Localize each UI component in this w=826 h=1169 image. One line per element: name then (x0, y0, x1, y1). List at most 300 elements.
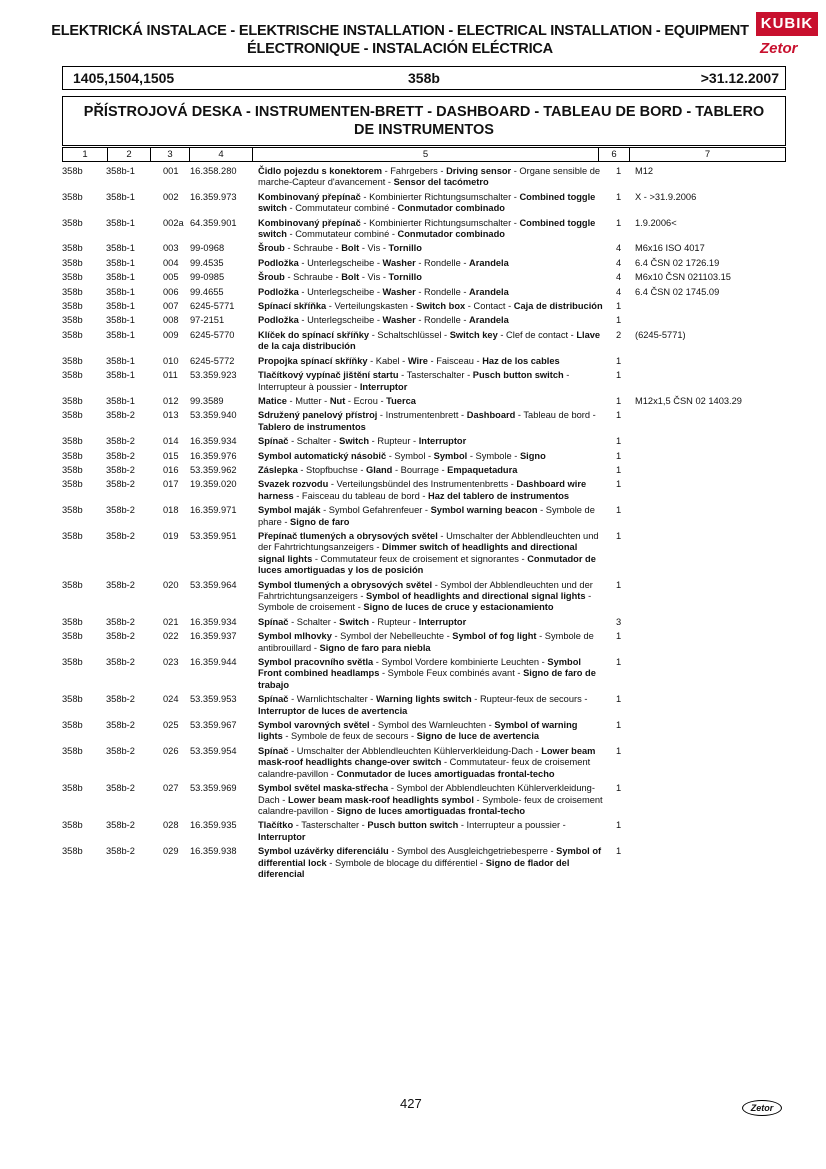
description-en: Symbol of differential lock (258, 846, 602, 868)
description-en: Dashboard wire harness (258, 479, 587, 501)
description-rest: - Schalter - (288, 436, 340, 447)
description-rest2: - Commutateur- feux de croisement calandre-pavillon - (258, 757, 591, 779)
cell-subgroup: 358b-2 (106, 846, 135, 857)
description-en: Combined toggle switch (258, 191, 596, 214)
cell-subgroup: 358b-1 (106, 257, 135, 268)
description-es: Arandela (469, 257, 509, 268)
cell-group: 358b (62, 286, 83, 297)
description-cz: Kombinovaný přepínač (258, 217, 361, 228)
cell-description (258, 330, 604, 353)
description-rest: - Schaltschlüssel - (369, 329, 450, 340)
cell-description (258, 720, 604, 743)
cell-quantity: 1 (616, 846, 622, 857)
cell-subgroup: 358b-1 (106, 217, 135, 228)
cell-subgroup: 358b-1 (106, 370, 135, 381)
description-en: Lower beam mask-roof headlights change-over switch (258, 745, 596, 768)
description-cz: Kombinovaný přepínač (258, 191, 361, 202)
table-row (62, 531, 784, 577)
cell-group: 358b (62, 783, 83, 794)
table-row (62, 258, 784, 269)
description-cz: Podložka (258, 286, 299, 297)
cell-subgroup: 358b-1 (106, 301, 135, 312)
description-es: Tornillo (388, 272, 422, 283)
cell-description (258, 505, 604, 528)
description-cz: Čidlo pojezdu s konektorem (258, 166, 382, 176)
cell-position: 029 (163, 846, 179, 857)
cell-description (258, 657, 604, 691)
description-en: Bolt (341, 243, 360, 254)
description-cz: Klíček do spínací skříňky (258, 329, 370, 340)
cell-quantity: 1 (616, 657, 622, 668)
description-en: Symbol of warning lights (258, 720, 578, 742)
cell-quantity: 3 (616, 616, 622, 627)
cell-note: 6.4 ČSN 02 1726.19 (635, 257, 720, 268)
cell-note: 6.4 ČSN 02 1745.09 (635, 286, 720, 297)
description-rest2: - Interrupteur à poussier - (258, 370, 570, 392)
cell-subgroup: 358b-2 (106, 579, 135, 590)
description-en: Dimmer switch of headlights and directional signal lights (258, 542, 578, 564)
description-rest2: - Faisceau - (427, 355, 483, 366)
description-rest: - Verteilungskasten - (326, 301, 417, 312)
description-es: Arandela (469, 315, 509, 326)
cell-description (258, 617, 604, 628)
cell-quantity: 1 (616, 436, 622, 447)
info-row (62, 66, 786, 90)
description-rest2: - Symbole Feux combinés avant - (379, 668, 524, 679)
description-rest2: - Bourrage - (392, 464, 448, 475)
cell-quantity: 1 (616, 783, 622, 794)
table-row (62, 192, 784, 215)
cell-part-number: 19.359.020 (190, 479, 237, 490)
description-en: Nut (329, 395, 346, 406)
cell-position: 012 (163, 395, 179, 406)
cell-group: 358b (62, 436, 83, 447)
cell-part-number: 53.359.951 (190, 530, 237, 541)
title-line-2: ÉLECTRONIQUE - INSTALACIÓN ELÉCTRICA (247, 41, 553, 57)
cell-description (258, 356, 604, 367)
description-en: Washer (382, 286, 416, 297)
cell-subgroup: 358b-1 (106, 191, 135, 202)
cell-position: 007 (163, 301, 179, 312)
table-row (62, 505, 784, 528)
cell-subgroup: 358b-2 (106, 450, 135, 461)
description-cz: Tlačítkový vypínač jištění startu (258, 370, 399, 381)
description-rest2: - Vis - (359, 272, 389, 283)
cell-quantity: 1 (616, 720, 622, 731)
cell-group: 358b (62, 315, 83, 326)
document-title (40, 22, 760, 58)
description-en: Washer (382, 315, 416, 326)
description-rest: - Instrumentenbrett - (377, 410, 467, 421)
table-row (62, 301, 784, 312)
description-cz: Symbol světel maska-střecha (258, 783, 389, 794)
cell-position: 024 (163, 694, 179, 705)
cell-position: 002a (163, 217, 184, 228)
description-en: Switch (339, 616, 370, 627)
cell-note: X - >31.9.2006 (635, 191, 697, 202)
description-es: Tablero de instrumentos (258, 421, 366, 432)
description-rest: - Symbol der Abblendleuchten Kühlerverkleidung-Dach - (258, 783, 595, 805)
cell-part-number: 99-0968 (190, 243, 225, 254)
cell-position: 022 (163, 631, 179, 642)
cell-description (258, 315, 604, 326)
cell-quantity: 4 (616, 286, 622, 297)
cell-note: 1.9.2006< (635, 217, 677, 228)
description-rest2: - Rondelle - (415, 315, 470, 326)
cell-quantity: 1 (616, 694, 622, 705)
description-rest2: - Symbole de feux de secours - (282, 731, 417, 742)
cell-note: M12 (635, 166, 654, 176)
description-rest2: - Rupteur - (369, 616, 419, 627)
description-es: Interruptor de luces de avertencia (258, 705, 408, 716)
section-header (62, 96, 786, 146)
cell-part-number: 53.359.964 (190, 579, 237, 590)
cell-description (258, 258, 604, 269)
description-en: Switch key (449, 329, 498, 340)
table-row (62, 657, 784, 691)
cell-part-number: 53.359.969 (190, 783, 237, 794)
description-rest2: - Symbole - (467, 450, 520, 461)
table-row (62, 846, 784, 880)
cell-position: 015 (163, 450, 179, 461)
description-rest: - Symbol - (386, 450, 434, 461)
table-row (62, 617, 784, 628)
cell-note: M12x1,5 ČSN 02 1403.29 (635, 395, 742, 406)
description-rest2: - Symbole de blocage du différentiel - (326, 857, 486, 868)
cell-group: 358b (62, 395, 83, 406)
description-es: Signo de flador del diferencial (258, 857, 570, 879)
description-rest: - Warnlichtschalter - (288, 694, 376, 705)
description-rest: - Unterlegscheibe - (298, 315, 383, 326)
cell-group: 358b (62, 243, 83, 254)
group-label: 358b (408, 70, 440, 86)
description-es: Conmutador combinado (397, 203, 505, 214)
description-cz: Symbol varovných světel (258, 720, 370, 731)
cell-part-number: 99.4655 (190, 286, 224, 297)
description-rest: - Unterlegscheibe - (298, 286, 383, 297)
description-cz: Symbol uzávěrky diferenciálu (258, 846, 389, 857)
cell-position: 008 (163, 315, 179, 326)
zetor-logo: Zetor (760, 40, 798, 57)
cell-position: 019 (163, 530, 179, 541)
cell-part-number: 6245-5771 (190, 301, 235, 312)
cell-group: 358b (62, 616, 83, 627)
description-cz: Symbol maják (258, 505, 321, 516)
description-en: Wire (407, 355, 428, 366)
column-header: 5 (253, 148, 599, 161)
cell-quantity: 1 (616, 191, 622, 202)
column-header: 4 (190, 148, 253, 161)
description-rest: - Symbol Vordere kombinierte Leuchten - (373, 657, 548, 668)
description-es: Signo de luce de avertencia (416, 731, 540, 742)
description-cz: Sdružený panelový přístroj (258, 410, 378, 421)
description-cz: Šroub (258, 272, 285, 283)
cell-group: 358b (62, 257, 83, 268)
cell-description (258, 243, 604, 254)
description-cz: Matice (258, 395, 287, 406)
description-es: Empaquetadura (447, 464, 518, 475)
cell-subgroup: 358b-2 (106, 436, 135, 447)
cell-subgroup: 358b-1 (106, 315, 135, 326)
cell-quantity: 1 (616, 395, 622, 406)
cell-position: 003 (163, 243, 179, 254)
cell-group: 358b (62, 530, 83, 541)
description-cz: Svazek rozvodu (258, 479, 329, 490)
cell-part-number: 53.359.962 (190, 464, 237, 475)
description-rest2: - Ecrou - (345, 395, 387, 406)
cell-part-number: 53.359.953 (190, 694, 237, 705)
table-row (62, 243, 784, 254)
cell-group: 358b (62, 579, 83, 590)
cell-description (258, 783, 604, 817)
cell-subgroup: 358b-1 (106, 329, 135, 340)
cell-group: 358b (62, 217, 83, 228)
cell-description (258, 272, 604, 283)
cell-group: 358b (62, 329, 83, 340)
description-cz: Propojka spínací skříňky (258, 355, 368, 366)
cell-group: 358b (62, 370, 83, 381)
description-rest2: - Rupteur - (369, 436, 419, 447)
description-rest2: - Contact - (465, 301, 514, 312)
cell-quantity: 1 (616, 579, 622, 590)
cell-group: 358b (62, 505, 83, 516)
description-cz: Tlačítko (258, 820, 294, 831)
cell-note: (6245-5771) (635, 329, 686, 340)
description-en: Warning lights switch (375, 694, 472, 705)
description-rest2: - Symbole de phare - (258, 505, 595, 527)
cell-quantity: 4 (616, 272, 622, 283)
table-row (62, 479, 784, 502)
cell-description (258, 370, 604, 393)
description-en: Switch (339, 436, 370, 447)
description-rest: - Verteilungsbündel des Instrumentenbretts - (328, 479, 517, 490)
cell-position: 025 (163, 720, 179, 731)
description-rest: - Symbol des Warnleuchten - (369, 720, 495, 731)
description-rest2: - Tableau de bord - (515, 410, 596, 421)
cell-note: M6x10 ČSN 021103.15 (635, 272, 731, 283)
description-rest2: - Symbole de antibrouillard - (258, 631, 594, 653)
description-es: Conmutador de luces amortiguadas frontal-techo (336, 768, 555, 779)
cell-position: 016 (163, 464, 179, 475)
cell-quantity: 1 (616, 355, 622, 366)
cell-position: 027 (163, 783, 179, 794)
zetor-footer-logo: Zetor (742, 1100, 782, 1116)
table-row (62, 783, 784, 817)
cell-description (258, 820, 604, 843)
cell-position: 004 (163, 257, 179, 268)
description-en: Symbol of fog light (452, 631, 537, 642)
description-en: Pusch button switch (472, 370, 564, 381)
column-header: 2 (108, 148, 151, 161)
table-row (62, 218, 784, 241)
cell-subgroup: 358b-1 (106, 272, 135, 283)
cell-group: 358b (62, 355, 83, 366)
cell-quantity: 1 (616, 530, 622, 541)
cell-group: 358b (62, 745, 83, 756)
column-header: 7 (704, 149, 711, 160)
cell-group: 358b (62, 191, 83, 202)
description-cz: Spínač (258, 694, 289, 705)
cell-part-number: 16.359.938 (190, 846, 237, 857)
cell-subgroup: 358b-2 (106, 479, 135, 490)
description-es: Interruptor (418, 436, 467, 447)
description-es: Interruptor (258, 831, 306, 842)
cell-position: 005 (163, 272, 179, 283)
description-es: Signo de luces amortiguadas frontal-techo (336, 805, 526, 816)
description-en: Gland (366, 464, 393, 475)
cell-position: 020 (163, 579, 179, 590)
cell-description (258, 410, 604, 433)
cell-quantity: 1 (616, 166, 622, 176)
description-rest: - Kabel - (367, 355, 408, 366)
description-rest: - Unterlegscheibe - (298, 257, 383, 268)
cell-part-number: 53.359.954 (190, 745, 237, 756)
description-rest: - Fahrgebers - (381, 166, 447, 176)
description-cz: Spínač (258, 745, 289, 756)
description-rest: - Symbol Gefahrenfeuer - (320, 505, 431, 516)
description-en: Pusch button switch (367, 820, 459, 831)
cell-description (258, 531, 604, 577)
description-rest: - Tasterschalter - (398, 370, 473, 381)
cell-part-number: 16.359.934 (190, 616, 237, 627)
cell-position: 009 (163, 329, 179, 340)
table-row (62, 315, 784, 326)
cell-position: 028 (163, 820, 179, 831)
cell-part-number: 16.359.934 (190, 436, 237, 447)
description-cz: Podložka (258, 257, 299, 268)
description-cz: Přepínač tlumených a obrysových světel (258, 530, 438, 541)
table-row (62, 370, 784, 393)
cell-position: 023 (163, 657, 179, 668)
cell-subgroup: 358b-2 (106, 631, 135, 642)
cell-subgroup: 358b-1 (106, 395, 135, 406)
cell-part-number: 6245-5772 (190, 355, 235, 366)
description-es: Llave de la caja distribución (258, 329, 601, 352)
page-number: 427 (400, 1096, 422, 1111)
cell-position: 021 (163, 616, 179, 627)
cell-description (258, 436, 604, 447)
cell-quantity: 2 (616, 329, 622, 340)
description-en: Switch box (416, 301, 466, 312)
description-cz: Spínač (258, 616, 289, 627)
cell-part-number: 64.359.901 (190, 217, 237, 228)
description-en: Combined toggle switch (258, 217, 596, 240)
description-en: Dashboard (466, 410, 516, 421)
description-rest: - Umschalter der Abblendleuchten und der Fahrtrichtungsanzeigers - (258, 530, 599, 553)
kubik-logo: KUBIK (756, 12, 818, 36)
cell-position: 006 (163, 286, 179, 297)
table-row (62, 720, 784, 743)
cell-part-number: 53.359.923 (190, 370, 237, 381)
cell-quantity: 1 (616, 745, 622, 756)
description-rest: - Stopfbuchse - (297, 464, 367, 475)
cell-description (258, 396, 604, 407)
description-es: Sensor del tacómetro (393, 177, 489, 188)
cell-part-number: 97-2151 (190, 315, 225, 326)
description-cz: Symbol tlumených a obrysových světel (258, 579, 433, 590)
description-rest2: - Symbole- feux de croisement calandre-pavillon - (258, 794, 603, 816)
description-es: Tuerca (386, 395, 416, 406)
cell-part-number: 53.359.940 (190, 410, 237, 421)
description-rest: - Symbol des Ausgleichgetriebesperre - (388, 846, 557, 857)
cell-description (258, 192, 604, 215)
cell-part-number: 16.358.280 (190, 166, 237, 176)
description-es: Interruptor (359, 381, 408, 392)
description-rest: - Mutter - (286, 395, 330, 406)
cell-position: 018 (163, 505, 179, 516)
column-header: 6 (599, 148, 630, 161)
cell-subgroup: 358b-2 (106, 694, 135, 705)
cell-subgroup: 358b-2 (106, 464, 135, 475)
cell-position: 014 (163, 436, 179, 447)
description-rest: - Schraube - (284, 243, 342, 254)
cell-description (258, 301, 604, 312)
cell-part-number: 99.4535 (190, 257, 224, 268)
cell-quantity: 1 (616, 505, 622, 516)
description-en: Symbol warning beacon (430, 505, 538, 516)
column-header: 1 (63, 148, 108, 161)
cell-position: 013 (163, 410, 179, 421)
cell-group: 358b (62, 464, 83, 475)
description-es: Conmutador de luces amortiguadas y los de posición (258, 553, 596, 576)
cell-part-number: 99.3589 (190, 395, 224, 406)
description-rest: - Symbol der Nebelleuchte - (331, 631, 453, 642)
cell-position: 002 (163, 191, 179, 202)
cell-group: 358b (62, 272, 83, 283)
cell-quantity: 1 (616, 631, 622, 642)
description-cz: Spínač (258, 436, 289, 447)
cell-part-number: 16.359.935 (190, 820, 237, 831)
description-cz: Spínací skříňka (258, 301, 327, 312)
cell-subgroup: 358b-1 (106, 243, 135, 254)
description-es: Caja de distribución (513, 301, 603, 312)
cell-subgroup: 358b-2 (106, 616, 135, 627)
cell-position: 010 (163, 355, 179, 366)
cell-description (258, 479, 604, 502)
description-es: Signo de luces de cruce y estacionamiento (363, 602, 554, 613)
description-es: Haz del tablero de instrumentos (428, 490, 570, 501)
cell-group: 358b (62, 820, 83, 831)
description-cz: Symbol pracovního světla (258, 657, 374, 668)
table-row (62, 410, 784, 433)
cell-quantity: 1 (616, 820, 622, 831)
description-cz: Podložka (258, 315, 299, 326)
description-rest2: - Faisceau du tableau de bord - (293, 490, 429, 501)
column-header: 3 (151, 148, 190, 161)
table-row (62, 451, 784, 462)
table-row (62, 465, 784, 476)
column-header-row (62, 147, 786, 162)
cell-subgroup: 358b-1 (106, 355, 135, 366)
cell-quantity: 1 (616, 315, 622, 326)
description-rest2: - Organe sensible de marche-Capteur d'avancement - (258, 166, 601, 188)
cell-subgroup: 358b-1 (106, 286, 135, 297)
cell-position: 026 (163, 745, 179, 756)
cell-quantity: 1 (616, 410, 622, 421)
description-rest: - Symbol der Abblendleuchten und der Fahrtrichtungsanzeigers - (258, 579, 593, 601)
parts-table (62, 166, 784, 883)
table-row (62, 356, 784, 367)
cell-group: 358b (62, 694, 83, 705)
cell-part-number: 6245-5770 (190, 329, 235, 340)
cell-description (258, 580, 604, 614)
cell-subgroup: 358b-2 (106, 505, 135, 516)
cell-subgroup: 358b-2 (106, 820, 135, 831)
cell-description (258, 218, 604, 241)
cell-position: 017 (163, 479, 179, 490)
cell-group: 358b (62, 657, 83, 668)
description-rest: - Schraube - (284, 272, 342, 283)
